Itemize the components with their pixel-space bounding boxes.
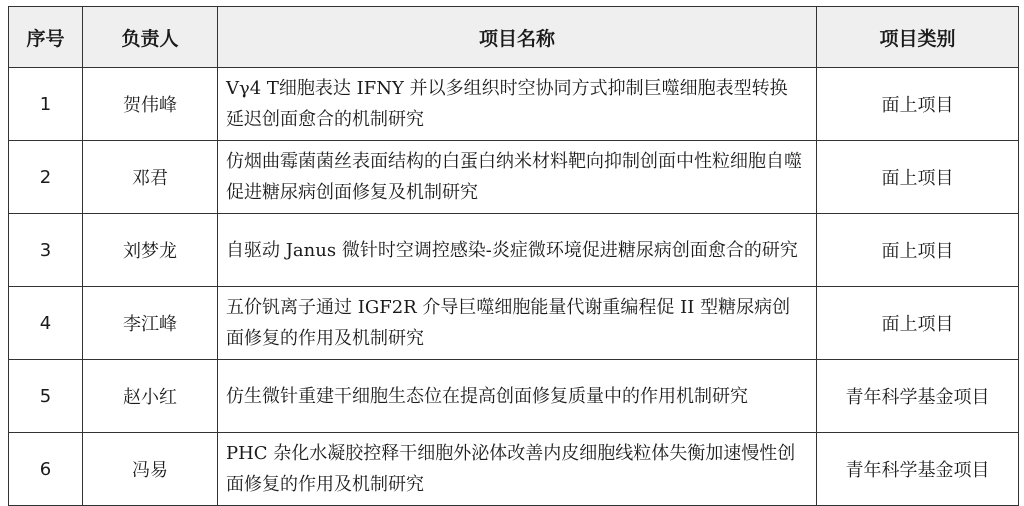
row-index: 5 — [9, 360, 83, 433]
header-index: 序号 — [9, 7, 83, 68]
row-category: 面上项目 — [817, 68, 1019, 141]
row-lead: 刘梦龙 — [83, 214, 218, 287]
projects-table — [8, 6, 1019, 506]
row-lead: 邓君 — [83, 141, 218, 214]
row-lead: 贺伟峰 — [83, 68, 218, 141]
row-index: 4 — [9, 287, 83, 360]
row-project-name: 仿生微针重建干细胞生态位在提高创面修复质量中的作用机制研究 — [218, 360, 817, 433]
header-row — [9, 7, 1019, 68]
row-index: 2 — [9, 141, 83, 214]
table-row — [9, 141, 1019, 214]
header-category: 项目类别 — [817, 7, 1019, 68]
row-index: 1 — [9, 68, 83, 141]
table-row — [9, 360, 1019, 433]
row-index: 3 — [9, 214, 83, 287]
row-project-name: Vγ4 T细胞表达 IFNY 并以多组织时空协同方式抑制巨噬细胞表型转换延迟创面愈合的机制研究 — [218, 68, 817, 141]
row-category: 面上项目 — [817, 141, 1019, 214]
row-lead: 冯易 — [83, 433, 218, 506]
row-category: 青年科学基金项目 — [817, 433, 1019, 506]
header-project-name: 项目名称 — [218, 7, 817, 68]
table-row — [9, 68, 1019, 141]
row-project-name: 五价钒离子通过 IGF2R 介导巨噬细胞能量代谢重编程促 II 型糖尿病创面修复的作用及机制研究 — [218, 287, 817, 360]
table-row — [9, 433, 1019, 506]
row-category: 面上项目 — [817, 287, 1019, 360]
row-lead: 李江峰 — [83, 287, 218, 360]
row-lead: 赵小红 — [83, 360, 218, 433]
table-row — [9, 214, 1019, 287]
table-row — [9, 287, 1019, 360]
row-project-name: 仿烟曲霉菌菌丝表面结构的白蛋白纳米材料靶向抑制创面中性粒细胞自噬促进糖尿病创面修复及机制研究 — [218, 141, 817, 214]
row-category: 面上项目 — [817, 214, 1019, 287]
header-lead: 负责人 — [83, 7, 218, 68]
row-index: 6 — [9, 433, 83, 506]
row-category: 青年科学基金项目 — [817, 360, 1019, 433]
row-project-name: 自驱动 Janus 微针时空调控感染-炎症微环境促进糖尿病创面愈合的研究 — [218, 214, 817, 287]
row-project-name: PHC 杂化水凝胶控释干细胞外泌体改善内皮细胞线粒体失衡加速慢性创面修复的作用及机制研究 — [218, 433, 817, 506]
